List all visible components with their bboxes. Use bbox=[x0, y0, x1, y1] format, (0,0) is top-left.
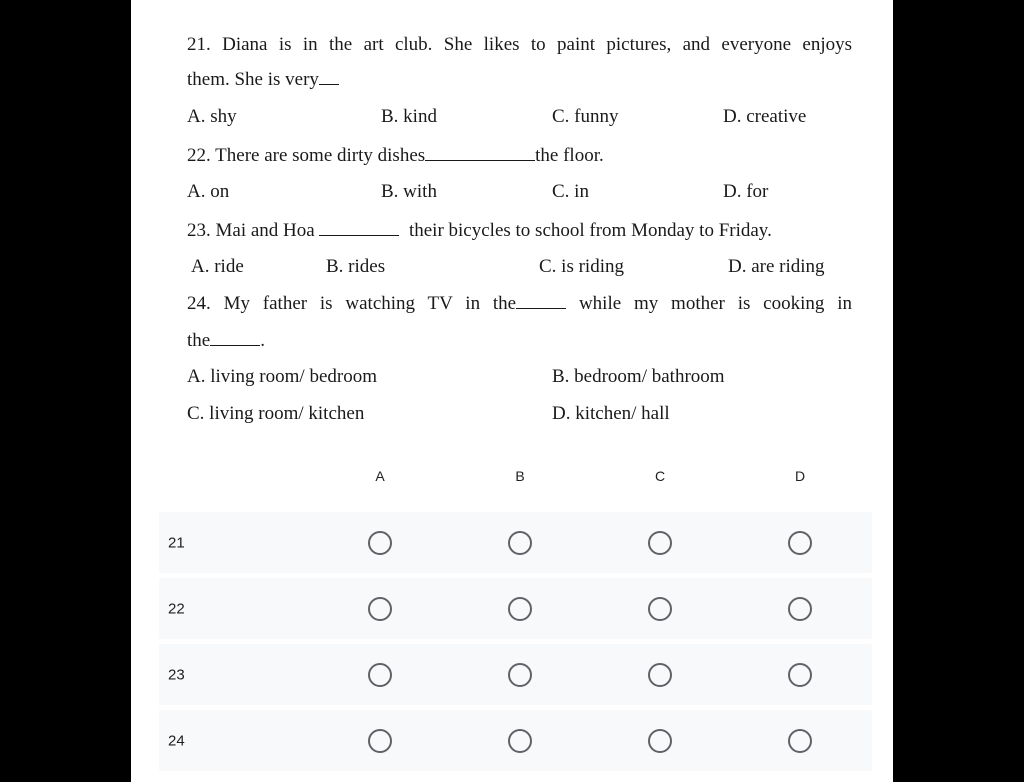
question-21-option-a: A. shy bbox=[187, 106, 237, 127]
blank bbox=[425, 143, 535, 161]
grid-column-c: C bbox=[654, 468, 666, 484]
question-21-text: them. She is very bbox=[187, 69, 319, 90]
radio-24-b[interactable] bbox=[508, 729, 532, 753]
question-24-option-d: D. kitchen/ hall bbox=[552, 403, 670, 424]
question-21-option-b: B. kind bbox=[381, 106, 437, 127]
question-24-option-b: B. bedroom/ bathroom bbox=[552, 366, 725, 387]
question-24-period: . bbox=[260, 330, 265, 351]
question-23-text: 23. Mai and Hoa bbox=[187, 220, 315, 241]
grid-row-label: 23 bbox=[168, 666, 185, 683]
question-24-text-after: while my mother is cooking in bbox=[578, 293, 852, 314]
question-21-line1: 21. Diana is in the art club. She likes to paint pictures, and everyone enjoys bbox=[187, 34, 852, 55]
radio-22-b[interactable] bbox=[508, 597, 532, 621]
blank bbox=[319, 218, 399, 236]
question-24-line1 bbox=[187, 287, 852, 321]
question-21-line2 bbox=[187, 67, 339, 92]
question-22-line bbox=[187, 143, 604, 168]
blank bbox=[319, 67, 339, 85]
question-22-option-b: B. with bbox=[381, 181, 437, 202]
question-21-option-c: C. funny bbox=[552, 106, 619, 127]
grid-row-label: 24 bbox=[168, 732, 185, 749]
radio-22-d[interactable] bbox=[788, 597, 812, 621]
grid-column-a: A bbox=[375, 468, 385, 484]
question-24-text-line2: the bbox=[187, 330, 211, 351]
radio-24-d[interactable] bbox=[788, 729, 812, 753]
radio-23-b[interactable] bbox=[508, 663, 532, 687]
question-23-line bbox=[187, 218, 772, 243]
question-24-option-a: A. living room/ bedroom bbox=[187, 366, 377, 387]
radio-22-c[interactable] bbox=[648, 597, 672, 621]
question-22-option-c: C. in bbox=[552, 181, 589, 202]
question-23-option-c: C. is riding bbox=[539, 256, 624, 277]
radio-23-c[interactable] bbox=[648, 663, 672, 687]
question-22-option-d: D. for bbox=[723, 181, 769, 202]
quiz-page bbox=[131, 0, 893, 782]
grid-row-21 bbox=[159, 512, 872, 573]
grid-column-b: B bbox=[515, 468, 525, 484]
question-23-option-b: B. rides bbox=[326, 256, 386, 277]
grid-row-23 bbox=[159, 644, 872, 705]
grid-row-22 bbox=[159, 578, 872, 639]
grid-column-d: D bbox=[794, 468, 806, 484]
question-23-option-a: A. ride bbox=[191, 256, 244, 277]
radio-23-a[interactable] bbox=[368, 663, 392, 687]
blank bbox=[516, 291, 566, 309]
radio-21-b[interactable] bbox=[508, 531, 532, 555]
question-24-option-c: C. living room/ kitchen bbox=[187, 403, 365, 424]
grid-row-label: 22 bbox=[168, 600, 185, 617]
question-24-line2 bbox=[187, 328, 265, 353]
grid-row-label: 21 bbox=[168, 534, 185, 551]
blank bbox=[210, 328, 260, 346]
radio-24-a[interactable] bbox=[368, 729, 392, 753]
question-23-text-after: their bicycles to school from Monday to Friday. bbox=[408, 220, 772, 241]
question-21-option-d: D. creative bbox=[723, 106, 807, 127]
radio-21-a[interactable] bbox=[368, 531, 392, 555]
question-22-text: 22. There are some dirty dishes bbox=[187, 145, 426, 166]
radio-22-a[interactable] bbox=[368, 597, 392, 621]
question-22-text-after: the floor. bbox=[535, 145, 604, 166]
question-22-option-a: A. on bbox=[187, 181, 230, 202]
radio-23-d[interactable] bbox=[788, 663, 812, 687]
grid-row-24 bbox=[159, 710, 872, 771]
question-24-text: 24. My father is watching TV in the bbox=[187, 293, 517, 314]
radio-24-c[interactable] bbox=[648, 729, 672, 753]
question-23-option-d: D. are riding bbox=[728, 256, 825, 277]
radio-21-c[interactable] bbox=[648, 531, 672, 555]
radio-21-d[interactable] bbox=[788, 531, 812, 555]
